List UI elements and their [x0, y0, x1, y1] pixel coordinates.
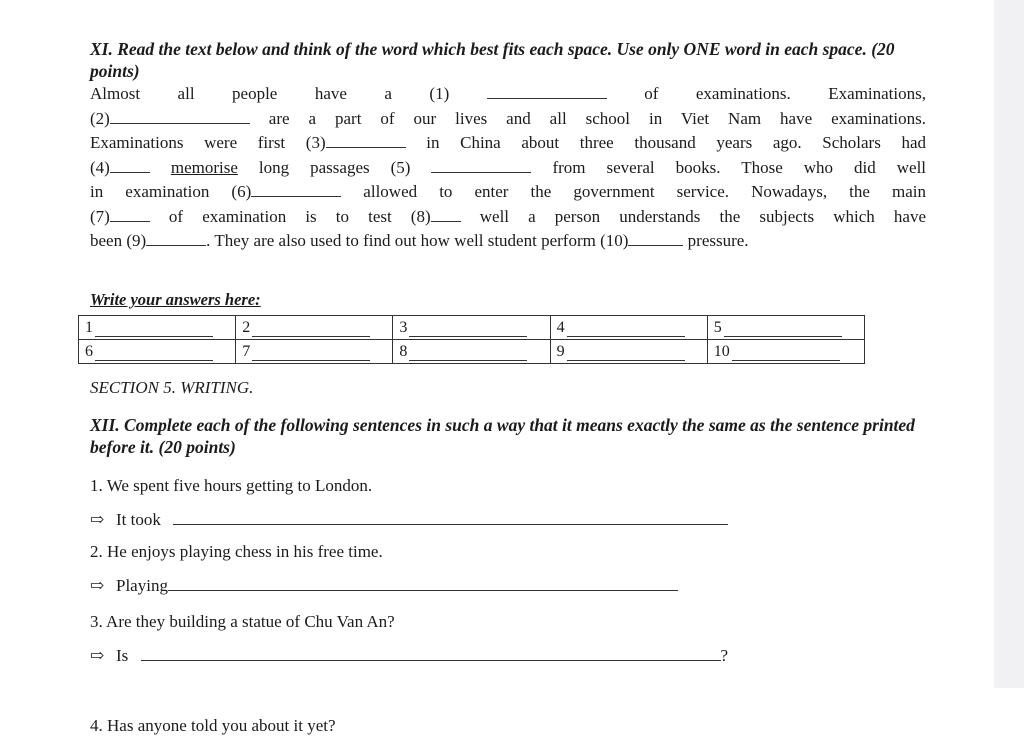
arrow-icon: ⇨ [90, 576, 105, 595]
answer-cell-9[interactable]: 9 [550, 340, 707, 364]
blank-3[interactable] [326, 132, 406, 148]
passage-line-5: in examination (6) allowed to enter the government service. Nowadays, the main [90, 182, 926, 201]
answer-line-1: ⇨ It took [90, 510, 728, 530]
exercise-xii-title: XII. Complete each of the following sentences in such a way that it means exactly the same as the sentence printed before it. (20 points) [90, 415, 915, 457]
exercise-xi-passage [90, 82, 926, 254]
blank-9[interactable] [146, 230, 206, 246]
answer-cell-4[interactable]: 4 [550, 316, 707, 340]
rewrite-input-2[interactable] [168, 576, 678, 591]
blank-8[interactable] [431, 206, 461, 222]
blank-2[interactable] [110, 108, 250, 124]
answer-cell-2[interactable]: 2 [236, 316, 393, 340]
passage-line-2: (2) are a part of our lives and all school in Viet Nam have examinations. [90, 108, 926, 128]
section-5-title: SECTION 5. WRITING. [90, 378, 254, 397]
word-memorise: memorise [170, 157, 238, 177]
scroll-gutter [994, 0, 1024, 688]
rewrite-input-1[interactable] [173, 510, 728, 525]
blank-10[interactable] [628, 230, 683, 246]
answer-cell-7[interactable]: 7 [236, 340, 393, 364]
blank-4[interactable] [110, 157, 150, 173]
passage-line-6: (7) of examination is to test (8) well a person understands the subjects which have [90, 206, 926, 226]
passage-line-7: been (9) . They are also used to find out how well student perform (10) pressure. [90, 231, 749, 250]
question-1: 1. We spent five hours getting to London. [90, 476, 373, 495]
answers-label: Write your answers here: [90, 290, 261, 309]
worksheet [85, 38, 927, 735]
blank-6[interactable] [251, 181, 341, 197]
answer-row-2 [79, 340, 865, 364]
answer-cell-5[interactable]: 5 [707, 316, 864, 340]
question-2: 2. He enjoys playing chess in his free time. [90, 542, 383, 561]
rewrite-input-3[interactable] [141, 646, 721, 661]
answer-line-2: ⇨ Playing [90, 576, 678, 596]
answer-row-1 [79, 316, 865, 340]
arrow-icon: ⇨ [90, 646, 105, 665]
answer-cell-8[interactable]: 8 [393, 340, 550, 364]
answer-cell-1[interactable]: 1 [79, 316, 236, 340]
answer-cell-6[interactable]: 6 [79, 340, 236, 364]
blank-7[interactable] [110, 206, 150, 222]
answer-line-3: ⇨ Is ? [90, 646, 729, 665]
question-4-cutoff: 4. Has anyone told you about it yet? [90, 716, 336, 735]
question-3: 3. Are they building a statue of Chu Van An? [90, 612, 395, 631]
blank-5[interactable] [431, 157, 531, 173]
arrow-icon: ⇨ [90, 510, 105, 529]
passage-line-1: Almost all people have a (1) of examinations. Examinations, [90, 84, 926, 103]
answer-cell-3[interactable]: 3 [393, 316, 550, 340]
passage-line-4: (4) memorise long passages (5) from several books. Those who did well [90, 157, 927, 177]
exercise-xi-title: XI. Read the text below and think of the word which best fits each space. Use only ONE word in each space. (20 points) [90, 39, 895, 81]
answer-cell-10[interactable]: 10 [707, 340, 864, 364]
blank-1[interactable] [487, 83, 607, 99]
passage-line-3: Examinations were first (3) in China about three thousand years ago. Scholars had [90, 133, 926, 152]
answer-table [78, 315, 865, 364]
